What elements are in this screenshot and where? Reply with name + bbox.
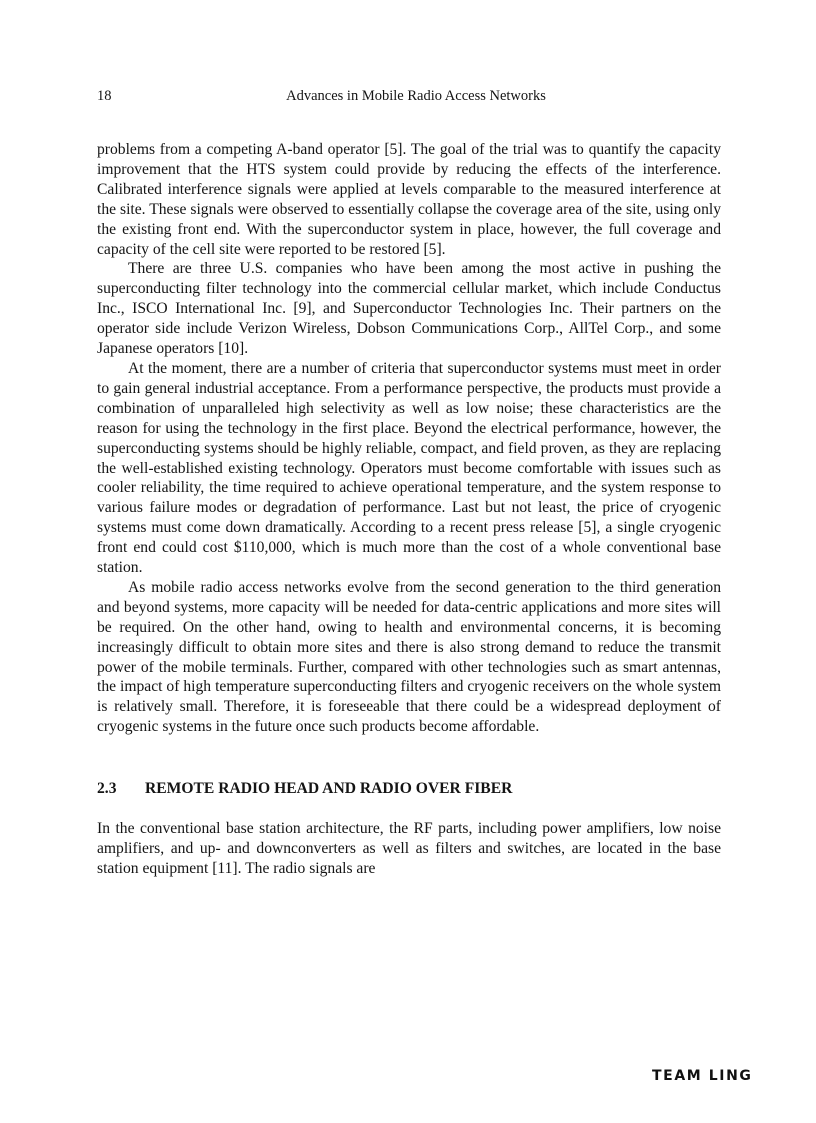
body-paragraph: problems from a competing A-band operator [5]. The goal of the trial was to quantify the capacity improvement that the HTS system could provide by reducing the effects of the interference. Calibrated interference signals were applied at levels comparable to the measured interference at the site. These signals were observed to essentially collapse the coverage area of the site, using only the existing front end. With the superconductor system in place, however, the full coverage and capacity of the cell site were reported to be restored [5].: [97, 141, 721, 258]
running-title: Advances in Mobile Radio Access Networks: [286, 88, 546, 104]
page-body: [97, 140, 721, 879]
body-paragraph: As mobile radio access networks evolve from the second generation to the third generation and beyond systems, more capacity will be needed for data-centric applications and more sites will be required. On the other hand, owing to health and environmental concerns, it is becoming increasingly difficult to obtain more sites and there is also strong demand to reduce the transmit power of the mobile terminals. Further, compared with other technologies such as smart antennas, the impact of high temperature superconducting filters and cryogenic receivers on the whole system is relatively small. Therefore, it is foreseeable that there could be a widespread deployment of cryogenic systems in the future once such products become affordable.: [97, 578, 721, 736]
page-header: [97, 88, 719, 108]
body-paragraph: At the moment, there are a number of criteria that superconductor systems must meet in order to gain general industrial acceptance. From a performance perspective, the products must provide a combination of unparalleled high selectivity as well as low noise; these characteristics are the reason for using the technology in the first place. Beyond the electrical performance, however, the superconducting systems should be highly reliable, compact, and field proven, as they are replacing the well-established existing technology. Operators must become comfortable with issues such as cooler reliability, the time required to achieve operational temperature, and the system response to various failure modes or degradation of performance. Last but not least, the price of cryogenic systems must come down dramatically. According to a recent press release [5], a single cryogenic front end could cost $110,000, which is much more than the cost of a whole conventional base station.: [97, 359, 721, 577]
section-paragraph: In the conventional base station architecture, the RF parts, including power amplifiers, low noise amplifiers, and up- and downconverters as well as filters and switches, are located in the base station equipment [11]. The radio signals are: [97, 820, 721, 877]
page-number: 18: [97, 88, 112, 104]
section-title: REMOTE RADIO HEAD AND RADIO OVER FIBER: [145, 780, 513, 798]
section-number: 2.3: [97, 780, 117, 798]
body-paragraph: There are three U.S. companies who have been among the most active in pushing the superconducting filter technology into the commercial cellular market, which include Conductus Inc., ISCO International Inc. [9], and Superconductor Technologies Inc. Their partners on the operator side include Verizon Wireless, Dobson Communications Corp., AllTel Corp., and some Japanese operators [10].: [97, 260, 721, 358]
section-heading: [97, 779, 721, 799]
team-ling-logo: TEAM LING: [652, 1068, 753, 1084]
